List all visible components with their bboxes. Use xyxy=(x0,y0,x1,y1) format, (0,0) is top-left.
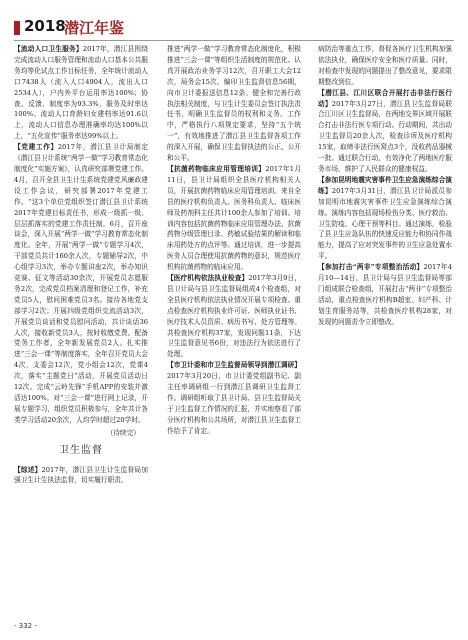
paragraph-floating-population xyxy=(14,44,148,142)
paragraph-continued xyxy=(167,44,301,164)
paragraph-party-building xyxy=(14,142,148,426)
paragraph-body: 2017年3月27日，潜江县卫生监督局联合江川区卫生监督局，在两地交界区域开展联合打击非法行医专项行动。行动期间，共出动卫生监督员20余人次，检查诊所及医疗机构15家，取缔非法行医窝点3个，没收药品器械一批。通过联合行动，有效净化了两地医疗服务市场，维护了人民群众的健康权益。 xyxy=(318,99,452,173)
paragraph-overview xyxy=(14,465,148,487)
paragraph-body: 病防治等重点工作，督促各医疗卫生机构加强依法执业，确保医疗安全和医疗质量。同时，对检查中发现的问题提出了整改意见，要求限期整改到位。 xyxy=(318,45,452,86)
paragraph-body: 2017年3月9日，县卫计局与县卫生监督局组成4个检查组，对全县医疗机构依法执业情况开展专项检查。重点检查医疗机构执业许可证、医师执业证书、医疗技术人员资质、病历书写、处方管理等。共检查医疗机构37家，发现问题11条，下达卫生监督意见书6份，对违法行为依法进行了处理。 xyxy=(167,274,302,359)
paragraph-earthquake-drill xyxy=(318,175,452,262)
lead-title: 【抗菌药物临床应用管理培训】 xyxy=(167,164,266,173)
paragraph-body: 2017年3月20日，市卫计委党组副书记、副主任率调研组一行到潜江县调研卫生监督工作。调研组听取了县卫计局、县卫生监督局关于卫生监督工作情况的汇报，并实地察看了部分医疗机构和公共场所，对潜江县卫生监督工作给予了肯定。 xyxy=(167,372,301,435)
paragraph-two-illegal xyxy=(318,262,452,327)
paragraph-city-research xyxy=(167,360,301,436)
header-rule xyxy=(14,40,454,41)
lead-title: 【潜江县、江川区联合开展打击非法行医行动】 xyxy=(318,88,452,108)
column-1 xyxy=(14,44,148,486)
lead-title: 【党建工作】 xyxy=(14,143,58,152)
continued-note: （待续完） xyxy=(106,428,140,437)
lead-title: 【参加昆明地震灾害事件卫生应急演练综合演练】 xyxy=(318,175,452,195)
paragraph-antibiotics-training xyxy=(167,164,301,273)
page-number: - 332 - xyxy=(14,622,37,630)
paragraph-body: 推进“两学一做”学习教育常态化制度化，积极推进“三会一课”等组织生活制度的规范化。认真开展政治业务学习12次，召开职工大会12次，局务会15次。编印卫生监督信息56期，向市卫计委报送信息12条。健全和完善行政执法相关制度，与卫生计生委员会签订执法责任书，明确卫生监督员的权利和义务。工作中，严格执行八项规定要求，坚持“五个统一”，有效地推进了潜江县卫生监督各项工作的深入开展，确保卫生监督执法的公正、公开和公平。 xyxy=(167,45,301,163)
paragraph-body: 2017年，潜江县卫生计生监督局加强卫生计生执法监督，切实履行职责。 xyxy=(14,465,148,485)
lead-title: 【市卫计委和市卫生监督局领导到潜江调研】 xyxy=(167,361,301,370)
lead-title: 【综述】 xyxy=(14,465,42,474)
paragraph-body: 2017年1月11日，县卫计局组织全县医疗机构相关人员，开展抗菌药物临床应用管理培训。来自全县的医疗机构负责人、医务科负责人、临床医师及药剂科主任共计100余人参加了培训。培训内容包括抗菌药物临床应用管理办法、抗菌药物分级管理目录、药敏试验结果的解读和临床用药处方的点评等。通过培训，进一步提高医务人员合理使用抗菌药物的意识，规范医疗机构抗菌药物的临床应用。 xyxy=(167,164,302,272)
paragraph-body: 2017年，潜江县围绕完成流动人口服务管理和流动人口基本公共服务均等化试点工作目标任务，全年统计流动人口7438人（流入人口4904人，流出人口2534人），户内外平台运用率达100%；协查、反馈、制度率为93.3%，服务及时率达100%。流动人口育龄妇女建档率达91.6以上，流动人口信息办理准确率均达100%以上，“五化宣传”服务率达99%以上。 xyxy=(14,45,148,141)
header-year: 2018 xyxy=(24,17,66,35)
column-3 xyxy=(318,44,452,328)
paragraph-medical-inspection xyxy=(167,273,301,360)
lead-title: 【参加打击“两非”专项整治活动】 xyxy=(318,263,424,272)
paragraph-body: 2017年4月10—14日，县卫计局与县卫生监督局等部门组成联合检查组，开展打击“两非”专项整治活动，重点检查医疗机构B超室、妇产科、计划生育服务站等，共检查医疗机构28家，对发现的问题责令立即整改。 xyxy=(318,263,452,326)
lead-title: 【医疗机构依法执业检查】 xyxy=(167,274,249,283)
paragraph-continued xyxy=(318,44,452,88)
header-accent-bar xyxy=(14,21,20,35)
paragraph-illegal-practice xyxy=(318,88,452,175)
column-2 xyxy=(167,44,301,437)
header-yearbook-title: 潜江年鉴 xyxy=(64,19,125,37)
section-title-health-supervision: 卫生监督 xyxy=(59,444,103,456)
lead-title: 【流动人口卫生服务】 xyxy=(14,45,83,53)
page-header xyxy=(0,0,468,50)
paragraph-body: 2017年3月31日，潜江县卫计局派员参加昆明市地震灾害事件卫生应急演练综合演练。演练内容包括现场检伤分类、医疗救治、卫生防疫、心理干预等科目。通过演练，检验了县卫生应急队伍的快速反应能力和协同作战能力，提高了应对突发事件的卫生应急处置水平。 xyxy=(318,186,452,261)
paragraph-body: 2017年，潜江县卫计局制定《潜江县卫计系统“两学一做”学习教育常态化制度化”实施方案》，认真研究部署党建工作。4月，召开全县卫生计生系统党建党风廉政建设工作会议，研究部署2017年党建工作。“这3个单位党组织签订潜江县卫计系统2017年党建目标责任书，形成一级抓一级、层层抓落实的党建工作责任制。6月，召开座谈会，深入开展“两学一做”学习教育常态化制度化。全年，开展“两学一做”专题学习4次，干部党员共计160余人次，专题辅导2次，中心组学习3次，举办专题讲座2次，举办知识竞赛、征文等活动30余次，开展党员志愿服务2次，完成党员档案清理和登记工作，补充党员5人，慰问困难党员3名。接待各地党支部学习2次；开展四级党组织交流活动3次，开展党员谈话和党员慰问活动，共计谈话36人次，接收新党员3人，按时收缴党费。配备党务工作者，全年新发展党员2人。扎实推进“三会一课”等制度落实，全年召开党员大会4次，支委会12次，党小组会12次，党课4次，落实“主题党日”活动，开展党员活动日12次。完成“云岭先锋”手机APP的安装并激活达100%。对“三会一课”进行网上记录，开展专题学习，组织党员积极参与，全年共计各类学习活动20余次，人均学时超过20学时。 xyxy=(14,143,148,424)
